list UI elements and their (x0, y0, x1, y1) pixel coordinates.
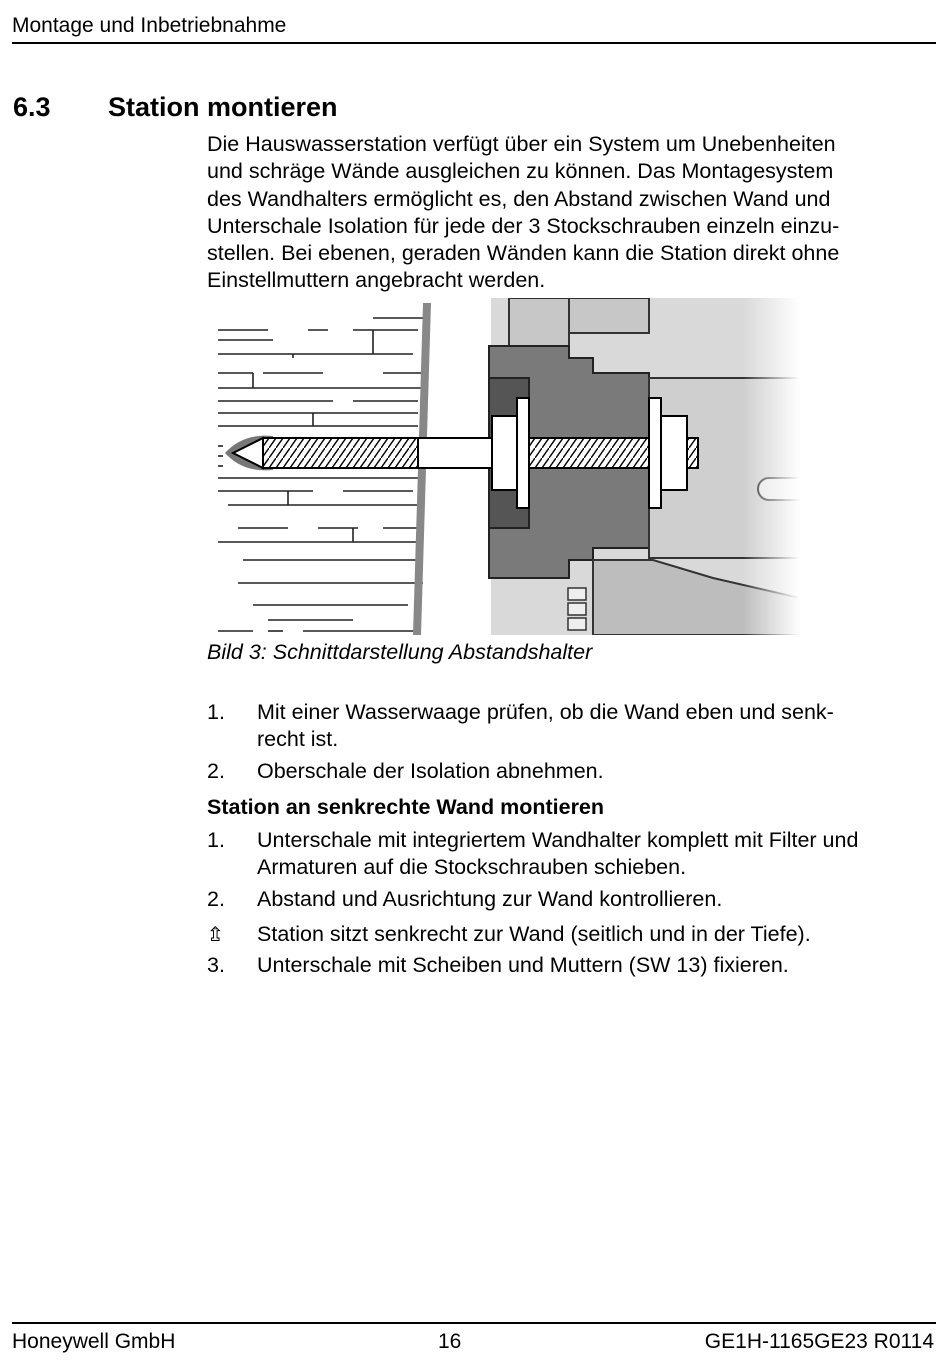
step-text: Unterschale mit Scheiben und Muttern (SW 13) fixieren. (257, 953, 789, 978)
intro-line: und schräge Wände ausgleichen zu können. Das Montagesystem (207, 159, 834, 184)
header-rule (12, 42, 936, 44)
step-text: Unterschale mit integriertem Wandhalter komplett mit Filter und (257, 828, 859, 852)
document-id: GE1H-1165GE23 R0114 (704, 1330, 934, 1353)
footer-company: Honeywell GmbH (12, 1330, 176, 1353)
subheading: Station an senkrechte Wand montieren (207, 795, 605, 819)
intro-line: Unterschale Isolation für jede der 3 Stockschrauben einzeln einzu- (207, 213, 840, 238)
stud-screw (233, 438, 698, 468)
intro-line: stellen. Bei ebenen, geraden Wänden kann die Station direkt ohne (207, 241, 840, 266)
step-number: 3. (207, 953, 225, 978)
step-number: 2. (207, 886, 225, 911)
list-item (207, 699, 927, 754)
running-header: Montage und Inbetriebnahme (12, 14, 287, 37)
step-text: Mit einer Wasserwaage prüfen, ob die Wand eben und senk- (257, 700, 834, 724)
footer-rule (12, 1322, 936, 1324)
list-item (207, 827, 927, 882)
masonry-wall (218, 318, 423, 631)
result-arrow-icon: ⇬ (207, 921, 224, 946)
intro-line: des Wandhalters ermöglicht es, den Abstand zwischen Wand und (207, 186, 831, 211)
steps-list-mounting (207, 827, 927, 979)
step-text: recht ist. (257, 727, 339, 752)
list-item (207, 758, 927, 785)
cross-section-illustration (213, 298, 800, 635)
intro-paragraph (207, 131, 917, 295)
list-item (207, 952, 927, 979)
steps-list-preparation (207, 699, 927, 785)
step-number: 2. (207, 758, 225, 783)
section-title: Station montieren (108, 92, 338, 122)
page-number: 16 (438, 1330, 462, 1353)
step-text: Armaturen auf die Stockschrauben schieben. (257, 855, 687, 880)
list-item (207, 886, 927, 913)
figure-caption: Bild 3: Schnittdarstellung Abstandshalter (207, 640, 593, 664)
step-number: 1. (207, 828, 225, 852)
step-number: 1. (207, 700, 225, 724)
step-text: Oberschale der Isolation abnehmen. (257, 758, 604, 783)
intro-line: Die Hauswasserstation verfügt über ein System um Unebenheiten (207, 132, 836, 156)
list-item-result (207, 921, 927, 948)
intro-line: Einstellmuttern angebracht werden. (207, 268, 546, 293)
section-number: 6.3 (13, 92, 51, 122)
step-text: Abstand und Ausrichtung zur Wand kontrollieren. (257, 886, 723, 911)
step-text: Station sitzt senkrecht zur Wand (seitlich und in der Tiefe). (257, 921, 811, 946)
